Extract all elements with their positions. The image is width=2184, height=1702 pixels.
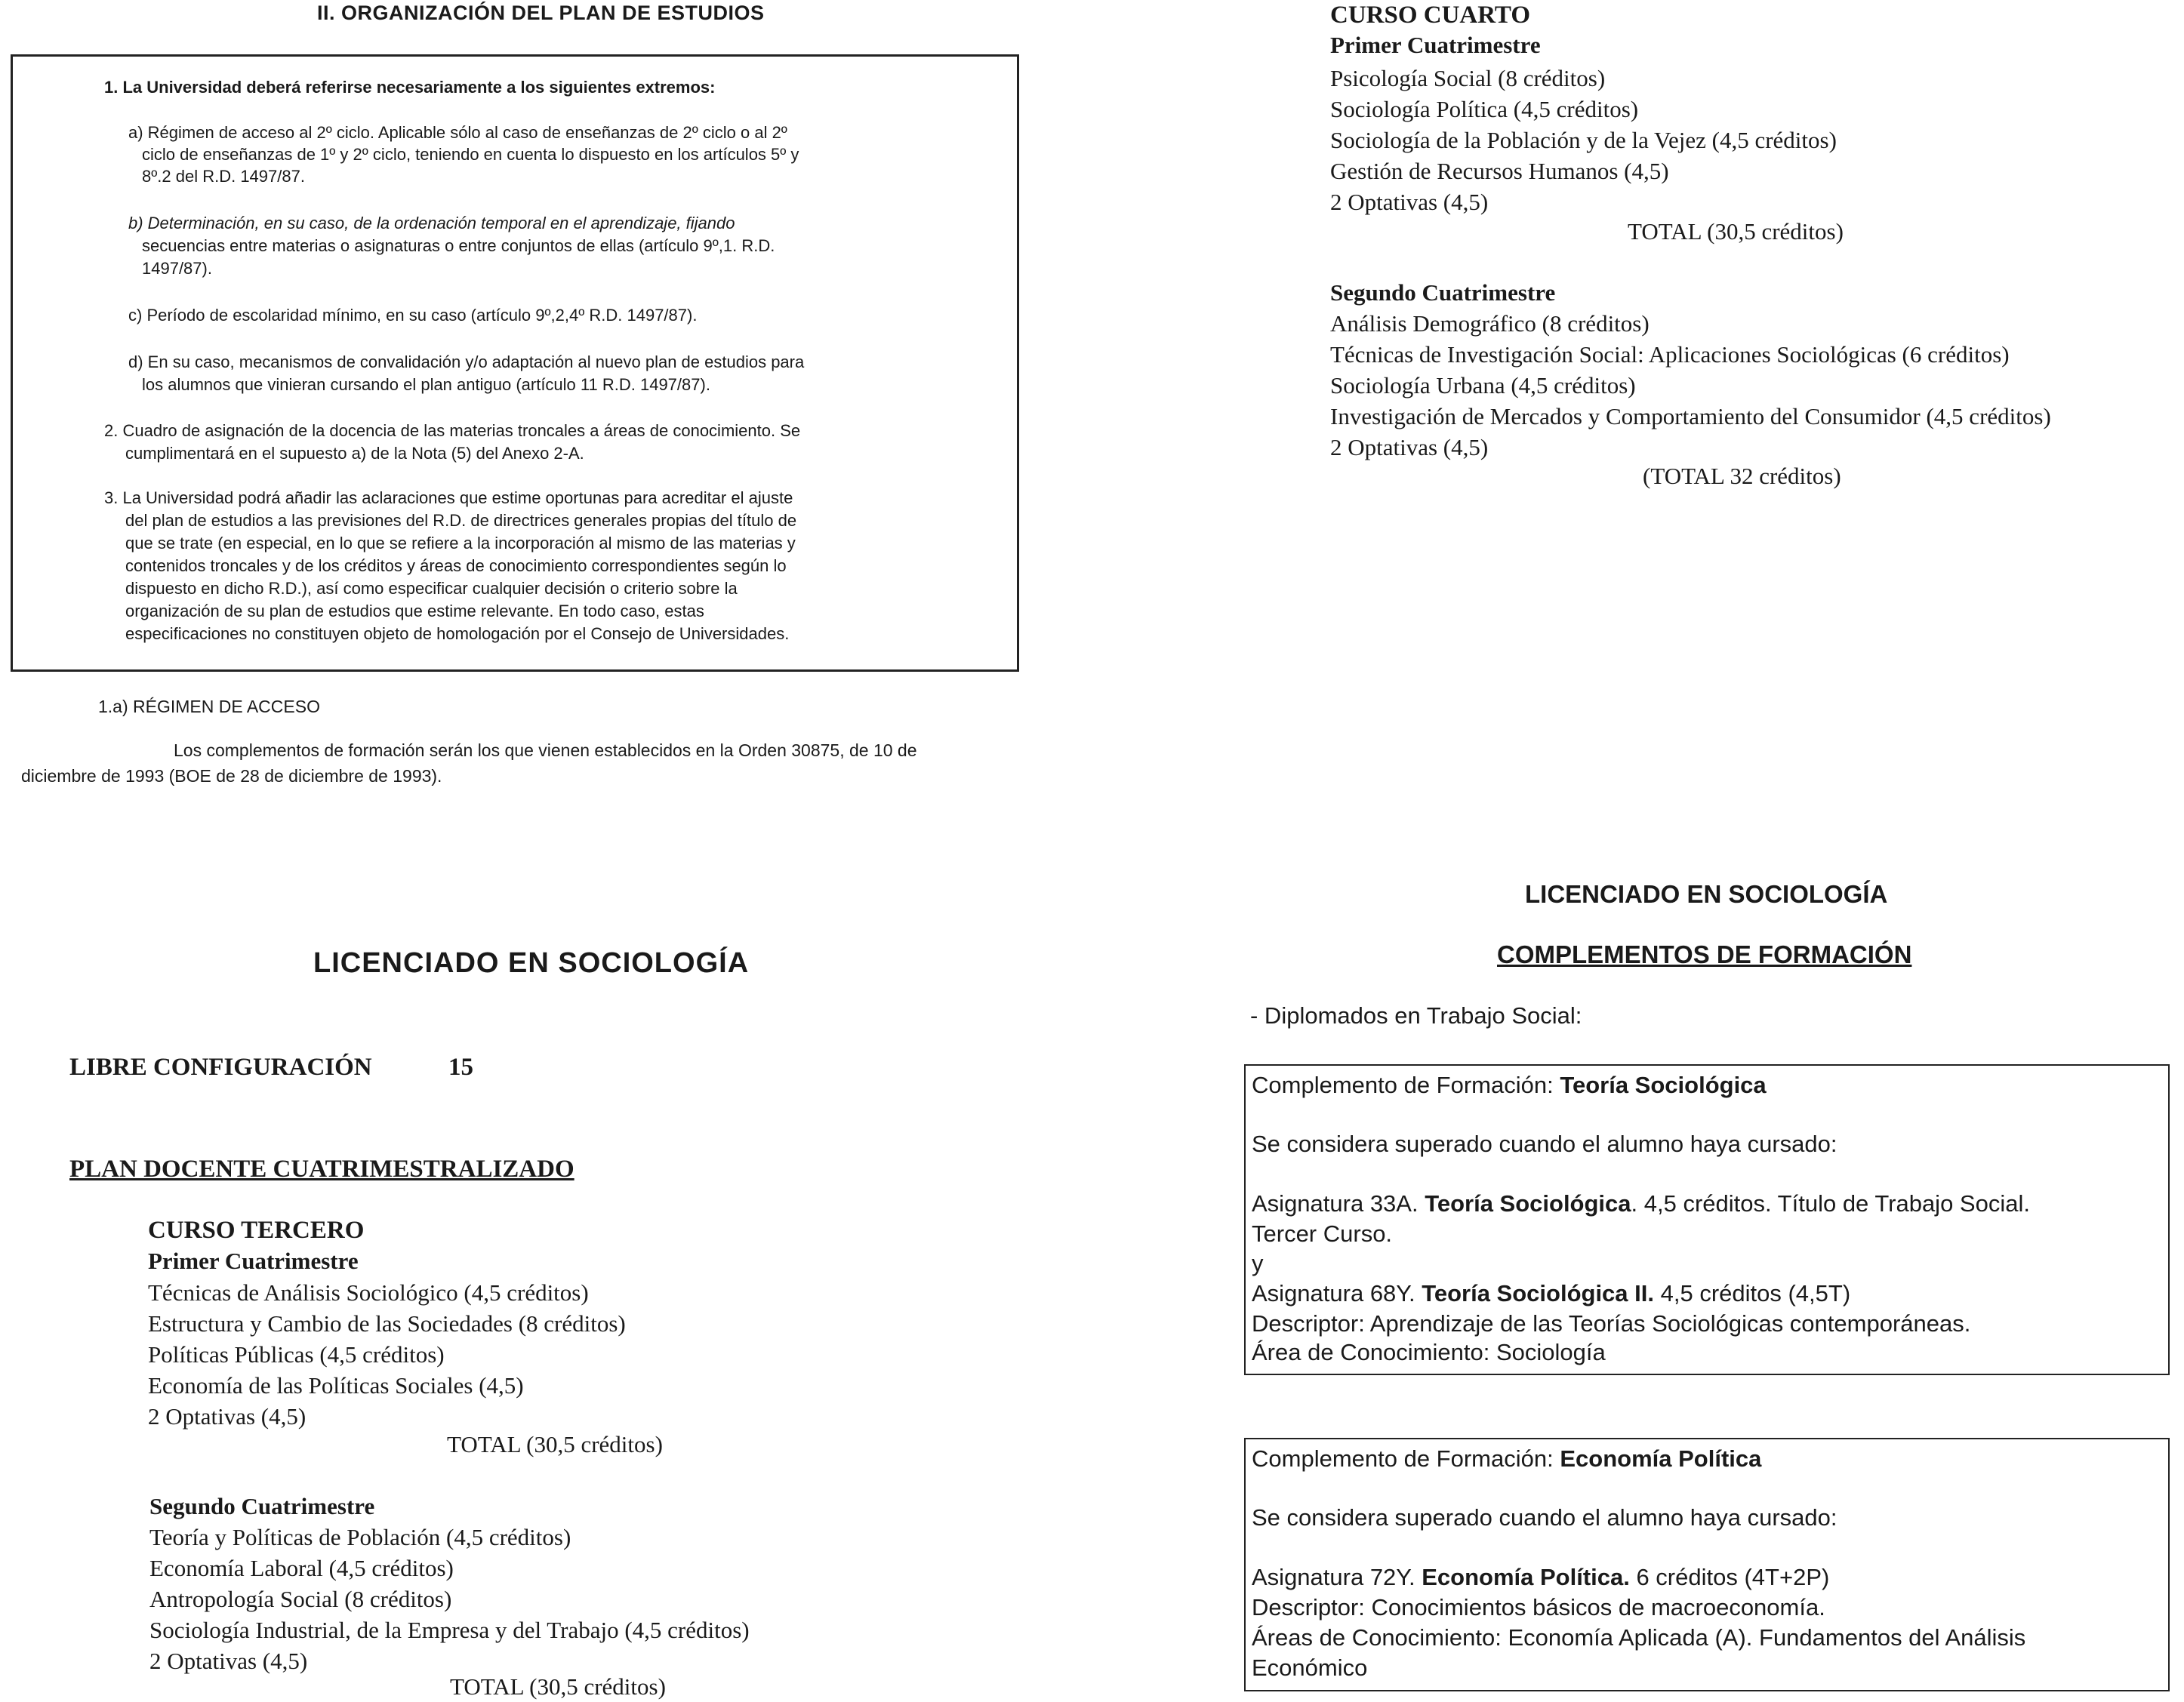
- tercero-sem1-item: Técnicas de Análisis Sociológico (4,5 créditos): [148, 1279, 589, 1306]
- tercero-sem1-title: Primer Cuatrimestre: [148, 1248, 359, 1274]
- tercero-sem2-item: Economía Laboral (4,5 créditos): [149, 1555, 454, 1581]
- org-item-3-line-2: del plan de estudios a las previsiones del R.D. de directrices generales propias del título de: [125, 511, 797, 530]
- tercero-sem2-total: TOTAL (30,5 créditos): [450, 1673, 666, 1700]
- complemento-name: Teoría Sociológica: [1560, 1072, 1767, 1098]
- asignatura-line-2: Tercer Curso.: [1252, 1220, 1393, 1247]
- org-a-line-3: 8º.2 del R.D. 1497/87.: [142, 167, 305, 186]
- tercero-sem1-item: Estructura y Cambio de las Sociedades (8 créditos): [148, 1310, 626, 1337]
- complemento-name: Economía Política: [1560, 1445, 1762, 1472]
- tercero-sem1-total: TOTAL (30,5 créditos): [447, 1431, 663, 1457]
- asignatura-line: [1252, 1190, 2030, 1217]
- cuarto-sem2-item: 2 Optativas (4,5): [1330, 434, 1489, 460]
- cuarto-sem1-total: TOTAL (30,5 créditos): [1628, 218, 1844, 245]
- org-d-line-1: d) En su caso, mecanismos de convalidación y/o adaptación al nuevo plan de estudios para: [128, 352, 805, 371]
- libre-configuracion-label: LIBRE CONFIGURACIÓN: [69, 1054, 372, 1081]
- tercero-sem2-title: Segundo Cuatrimestre: [149, 1493, 375, 1519]
- cuarto-sem1-item: Psicología Social (8 créditos): [1330, 65, 1606, 91]
- cuarto-sem2-item: Técnicas de Investigación Social: Aplicaciones Sociológicas (6 créditos): [1330, 341, 2010, 368]
- org-item-3-line-7: especificaciones no constituyen objeto de homologación por el Consejo de Universidades.: [125, 624, 790, 643]
- asignatura-line: [1252, 1564, 1829, 1591]
- tercero-sem2-item: Antropología Social (8 créditos): [149, 1586, 452, 1612]
- org-item-3-line-5: dispuesto en dicho R.D.), así como especificar cualquier decisión o criterio sobre la: [125, 579, 738, 598]
- asignatura-name: Teoría Sociológica: [1425, 1190, 1631, 1217]
- org-b-line-1: b) Determinación, en su caso, de la ordenación temporal en el aprendizaje, fijando: [128, 214, 735, 232]
- complemento-label-text: Complemento de Formación:: [1252, 1072, 1560, 1098]
- complemento-label-text: Complemento de Formación:: [1252, 1445, 1560, 1472]
- descriptor-line: Descriptor: Aprendizaje de las Teorías Sociológicas contemporáneas.: [1252, 1310, 1971, 1337]
- cuarto-sem2-item: Investigación de Mercados y Comportamiento del Consumidor (4,5 créditos): [1330, 403, 2051, 429]
- area-line: Áreas de Conocimiento: Economía Aplicada (A). Fundamentos del Análisis: [1252, 1624, 2026, 1651]
- org-a-line-2: ciclo de enseñanzas de 1º y 2º ciclo, teniendo en cuenta lo dispuesto en los artículos 5º y: [142, 145, 799, 164]
- libre-configuracion-value: 15: [448, 1054, 473, 1081]
- diplomados-label: - Diplomados en Trabajo Social:: [1250, 1002, 1582, 1029]
- complementos-title: COMPLEMENTOS DE FORMACIÓN: [1497, 940, 1912, 968]
- org-b-line-2: secuencias entre materias o asignaturas o entre conjuntos de ellas (artículo 9º,1. R.D.: [142, 236, 775, 255]
- tercero-sem2-item: Teoría y Políticas de Población (4,5 créditos): [149, 1524, 571, 1550]
- asignatura-details: 6 créditos (4T+2P): [1629, 1564, 1830, 1590]
- cuarto-sem2-item: Sociología Urbana (4,5 créditos): [1330, 372, 1636, 399]
- org-item-2-line-2: cumplimentará en el supuesto a) de la Nota (5) del Anexo 2-A.: [125, 444, 584, 463]
- complemento-teoria-box: [1244, 1064, 2170, 1375]
- org-d-line-2: los alumnos que vinieran cursando el plan antiguo (artículo 11 R.D. 1497/87).: [142, 375, 710, 394]
- considera-line: Se considera superado cuando el alumno haya cursado:: [1252, 1504, 1837, 1531]
- asignatura-code: Asignatura 33A.: [1252, 1190, 1425, 1217]
- cuarto-sem2-item: Análisis Demográfico (8 créditos): [1330, 310, 1650, 337]
- org-item-2-line-1: 2. Cuadro de asignación de la docencia de las materias troncales a áreas de conocimiento. Se: [104, 421, 801, 440]
- org-a-line-1: a) Régimen de acceso al 2º ciclo. Aplicable sólo al caso de enseñanzas de 2º ciclo o al 2º: [128, 123, 787, 142]
- licenciado-title-left: LICENCIADO EN SOCIOLOGÍA: [313, 947, 750, 979]
- asignatura-name: Economía Política.: [1422, 1564, 1630, 1590]
- tercero-sem1-item: 2 Optativas (4,5): [148, 1403, 306, 1430]
- cuarto-sem1-title: Primer Cuatrimestre: [1330, 32, 1541, 58]
- cuarto-sem1-item: 2 Optativas (4,5): [1330, 189, 1489, 215]
- org-item-3-line-4: contenidos troncales y de los créditos y áreas de conocimiento correspondientes según lo: [125, 556, 787, 575]
- org-item-3-line-6: organización de su plan de estudios que estime relevante. En todo caso, estas: [125, 602, 704, 620]
- area-line: Área de Conocimiento: Sociología: [1252, 1339, 1606, 1365]
- asignatura-details: . 4,5 créditos. Título de Trabajo Social.: [1631, 1190, 2030, 1217]
- tercero-sem2-item: Sociología Industrial, de la Empresa y del Trabajo (4,5 créditos): [149, 1617, 750, 1643]
- plan-docente-title: PLAN DOCENTE CUATRIMESTRALIZADO: [69, 1156, 574, 1183]
- tercero-sem1-item: Políticas Públicas (4,5 créditos): [148, 1341, 445, 1368]
- regimen-line-1: Los complementos de formación serán los que vienen establecidos en la Orden 30875, de 10 de: [174, 740, 917, 760]
- complemento-label: [1252, 1445, 1761, 1473]
- regimen-line-2: diciembre de 1993 (BOE de 28 de diciembre de 1993).: [21, 766, 442, 786]
- asignatura-line: [1252, 1280, 1850, 1307]
- tercero-sem1-item: Economía de las Políticas Sociales (4,5): [148, 1372, 524, 1399]
- cuarto-sem2-title: Segundo Cuatrimestre: [1330, 279, 1556, 306]
- asignatura-name: Teoría Sociológica II.: [1422, 1280, 1654, 1307]
- cuarto-sem1-item: Gestión de Recursos Humanos (4,5): [1330, 158, 1669, 184]
- cuarto-sem2-total: (TOTAL 32 créditos): [1643, 463, 1841, 489]
- licenciado-title-right: LICENCIADO EN SOCIOLOGÍA: [1525, 880, 1888, 908]
- complemento-label: [1252, 1072, 1767, 1099]
- y-connector: y: [1252, 1250, 1264, 1276]
- complemento-economia-box: [1244, 1438, 2170, 1691]
- curso-tercero-title: CURSO TERCERO: [148, 1217, 365, 1244]
- org-item-3-line-3: que se trate (en especial, en lo que se refiere a la incorporación al mismo de las materias y: [125, 534, 796, 552]
- cuarto-sem1-item: Sociología de la Población y de la Vejez (4,5 créditos): [1330, 127, 1837, 153]
- org-item-3-line-1: 3. La Universidad podrá añadir las aclaraciones que estime oportunas para acreditar el ajuste: [104, 488, 793, 507]
- asignatura-code: Asignatura 72Y.: [1252, 1564, 1422, 1590]
- area-line-2: Económico: [1252, 1654, 1368, 1681]
- org-b-line-3: 1497/87).: [142, 259, 212, 278]
- descriptor-line: Descriptor: Conocimientos básicos de macroeconomía.: [1252, 1594, 1825, 1620]
- organizacion-heading: II. ORGANIZACIÓN DEL PLAN DE ESTUDIOS: [317, 2, 765, 24]
- asignatura-details: 4,5 créditos (4,5T): [1654, 1280, 1851, 1307]
- org-item-1: 1. La Universidad deberá referirse necesariamente a los siguientes extremos:: [104, 78, 716, 97]
- org-c-line: c) Período de escolaridad mínimo, en su caso (artículo 9º,2,4º R.D. 1497/87).: [128, 306, 698, 325]
- asignatura-code: Asignatura 68Y.: [1252, 1280, 1422, 1307]
- tercero-sem2-item: 2 Optativas (4,5): [149, 1648, 308, 1674]
- regimen-heading: 1.a) RÉGIMEN DE ACCESO: [98, 697, 320, 716]
- cuarto-sem1-item: Sociología Política (4,5 créditos): [1330, 96, 1639, 122]
- considera-line: Se considera superado cuando el alumno haya cursado:: [1252, 1131, 1837, 1157]
- curso-cuarto-title: CURSO CUARTO: [1330, 2, 1531, 29]
